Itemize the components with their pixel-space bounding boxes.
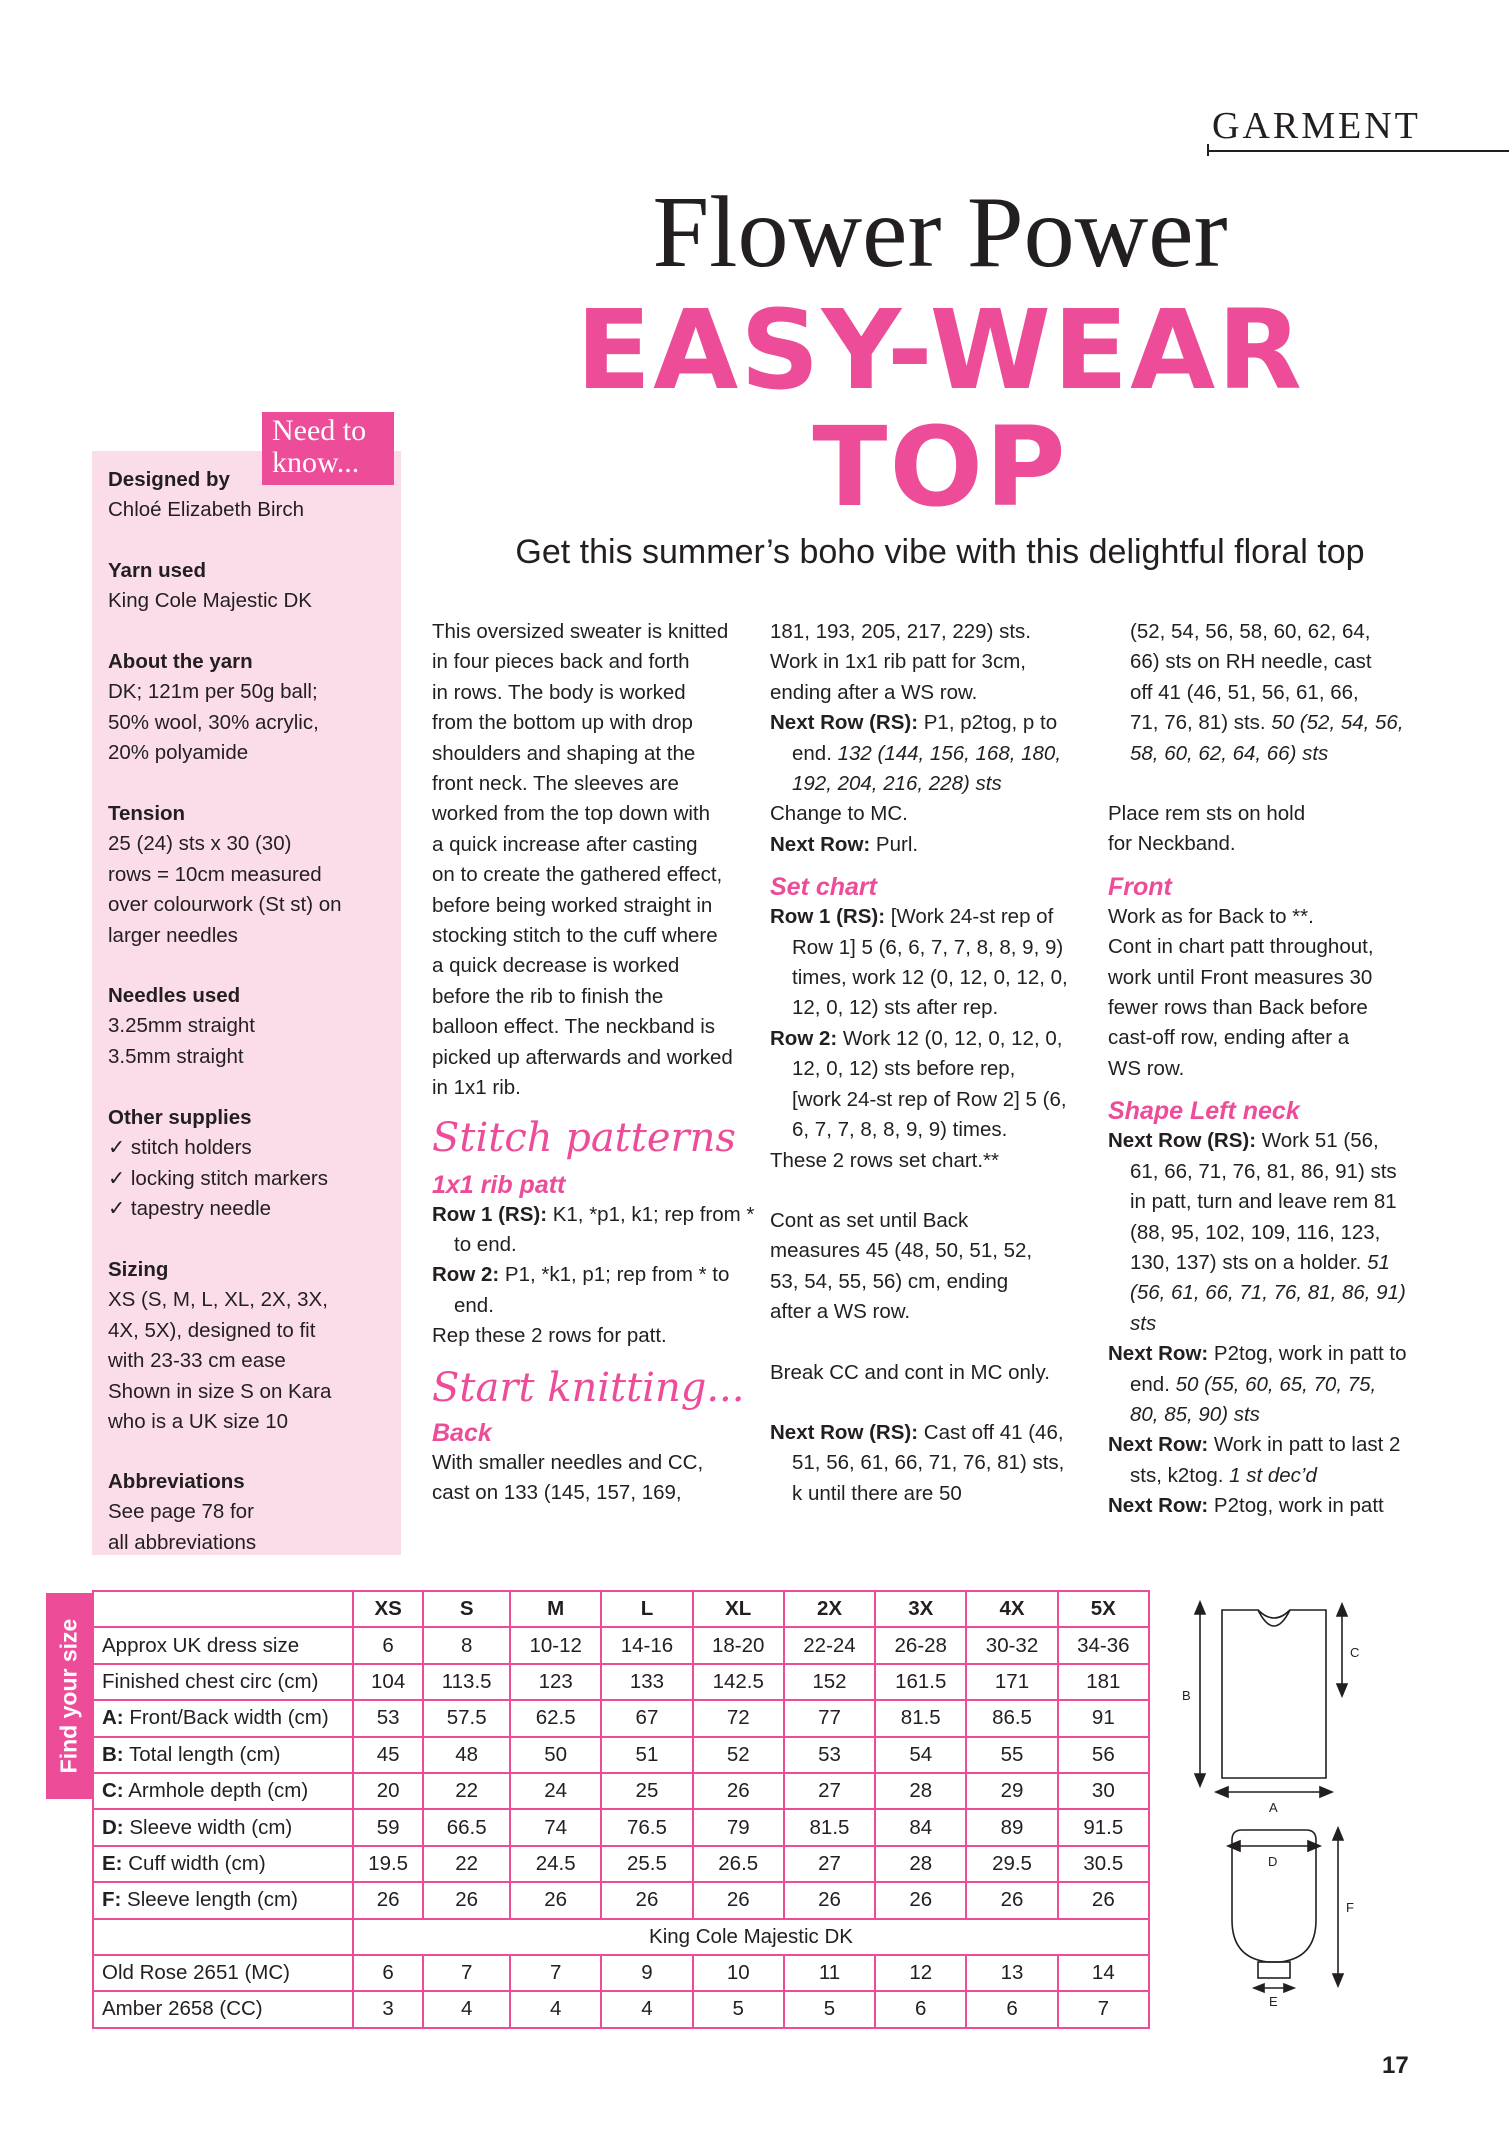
row-label-text: Sleeve width (cm) bbox=[123, 1815, 293, 1839]
row-prefix: B: bbox=[102, 1742, 124, 1766]
table-cell: 30-32 bbox=[966, 1627, 1057, 1663]
cont-count: 50 (52, 54, 56, 58, 60, 62, 64, 66) sts bbox=[1130, 711, 1404, 765]
table-cell: 4 bbox=[601, 1991, 692, 2027]
needles-used bbox=[108, 981, 255, 1072]
table-cell: 81.5 bbox=[784, 1809, 875, 1845]
table-cell: 12 bbox=[875, 1955, 966, 1991]
table-cell: 26 bbox=[423, 1882, 510, 1918]
find-your-size-tab bbox=[46, 1593, 92, 1799]
chart-row-1-text: [Work 24-st rep of Row 1] 5 (6, 6, 7, 7, 8, 8, 9, 9) times, work 12 (0, 12, 0, 12, 0, 12, 0, 12) sts after rep. bbox=[792, 905, 1068, 1020]
front-line: fewer rows than Back before bbox=[1108, 996, 1368, 1020]
back-cont-line: Work in 1x1 rib patt for 3cm, bbox=[770, 650, 1026, 674]
chart-row-2 bbox=[770, 1024, 1070, 1146]
table-cell: 26-28 bbox=[875, 1627, 966, 1663]
table-cell: 161.5 bbox=[875, 1664, 966, 1700]
section-rule-tick bbox=[1207, 144, 1209, 156]
chart-row-1-label: Row 1 (RS): bbox=[770, 905, 886, 929]
row-label bbox=[93, 1809, 353, 1845]
back-line: cast on 133 (145, 157, 169, bbox=[432, 1480, 682, 1504]
back-heading: Back bbox=[432, 1418, 492, 1447]
intro-line: front neck. The sleeves are bbox=[432, 772, 679, 796]
cont-line: (52, 54, 56, 58, 60, 62, 64, bbox=[1130, 620, 1371, 643]
needles-line: 3.25mm straight bbox=[108, 1014, 255, 1038]
table-cell: 3 bbox=[353, 1991, 423, 2027]
table-cell: 22 bbox=[423, 1846, 510, 1882]
sleeve-outline bbox=[1232, 1830, 1316, 1962]
row-label: Old Rose 2651 (MC) bbox=[93, 1955, 353, 1991]
table-cell: 28 bbox=[875, 1773, 966, 1809]
label-c: C bbox=[1350, 1645, 1360, 1660]
rib-repeat-note: Rep these 2 rows for patt. bbox=[432, 1324, 667, 1348]
change-to-mc: Change to MC. bbox=[770, 802, 908, 826]
intro-line: before being worked straight in bbox=[432, 893, 713, 917]
table-cell: 27 bbox=[784, 1773, 875, 1809]
size-header: 5X bbox=[1058, 1591, 1149, 1627]
table-row bbox=[93, 1991, 1149, 2027]
place-rem-line: Place rem sts on hold bbox=[1108, 802, 1306, 826]
table-cell: 50 bbox=[510, 1737, 601, 1773]
label-e: E bbox=[1269, 1994, 1278, 2009]
table-cell: 34-36 bbox=[1058, 1627, 1149, 1663]
row-label-text: Sleeve length (cm) bbox=[121, 1888, 298, 1912]
next-row-rs bbox=[770, 708, 1070, 799]
castoff-row bbox=[770, 1418, 1070, 1509]
section-label: GARMENT bbox=[1212, 105, 1421, 147]
row-label bbox=[93, 1664, 353, 1700]
table-row bbox=[93, 1955, 1149, 1991]
table-cell: 45 bbox=[353, 1737, 423, 1773]
cont-line: Cont as set until Back bbox=[770, 1208, 969, 1232]
designed-by bbox=[108, 465, 304, 526]
shape-row-2-label: Next Row: bbox=[1108, 1342, 1209, 1366]
cont-line: off 41 (46, 51, 56, 61, 66, bbox=[1130, 680, 1359, 704]
supply-item: ✓ tapestry needle bbox=[108, 1197, 272, 1221]
tension-line: rows = 10cm measured bbox=[108, 862, 322, 886]
cont-line-text: 71, 76, 81) sts. bbox=[1130, 711, 1266, 735]
sizing-line: who is a UK size 10 bbox=[108, 1410, 289, 1434]
table-cell: 72 bbox=[693, 1700, 784, 1736]
intro-line: This oversized sweater is knitted bbox=[432, 620, 729, 643]
next-row-purl bbox=[770, 830, 1070, 860]
yarn-heading-row bbox=[93, 1919, 1149, 1955]
abbreviations-line: all abbreviations bbox=[108, 1530, 257, 1554]
table-row bbox=[93, 1846, 1149, 1882]
stitch-patterns-heading: Stitch patterns bbox=[432, 1114, 736, 1161]
size-table bbox=[92, 1590, 1150, 2029]
shape-row-1-label: Next Row (RS): bbox=[1108, 1129, 1257, 1153]
section-rule bbox=[1207, 150, 1509, 152]
table-cell: 86.5 bbox=[966, 1700, 1057, 1736]
other-supplies-label: Other supplies bbox=[108, 1106, 252, 1129]
about-yarn-label: About the yarn bbox=[108, 650, 253, 673]
table-cell: 10-12 bbox=[510, 1627, 601, 1663]
intro-line: in four pieces back and forth bbox=[432, 650, 690, 674]
table-cell: 181 bbox=[1058, 1664, 1149, 1700]
table-cell: 30 bbox=[1058, 1773, 1149, 1809]
front-line: Work as for Back to **. bbox=[1108, 904, 1314, 928]
chart-row-2-label: Row 2: bbox=[770, 1026, 838, 1050]
table-cell: 25.5 bbox=[601, 1846, 692, 1882]
table-row bbox=[93, 1700, 1149, 1736]
table-cell: 26.5 bbox=[693, 1846, 784, 1882]
set-chart-heading: Set chart bbox=[770, 873, 877, 902]
back-line: With smaller needles and CC, bbox=[432, 1450, 704, 1474]
shape-row-3 bbox=[1108, 1430, 1408, 1491]
supply-item: ✓ locking stitch markers bbox=[108, 1166, 328, 1190]
sizing-label: Sizing bbox=[108, 1258, 169, 1281]
table-cell: 67 bbox=[601, 1700, 692, 1736]
size-header: M bbox=[510, 1591, 601, 1627]
table-cell: 77 bbox=[784, 1700, 875, 1736]
table-cell: 26 bbox=[601, 1882, 692, 1918]
intro-line: in 1x1 rib. bbox=[432, 1076, 521, 1100]
tension-line: larger needles bbox=[108, 923, 238, 947]
cont-block bbox=[1108, 617, 1408, 769]
shape-row-4-text: P2tog, work in patt bbox=[1208, 1494, 1384, 1518]
row-label bbox=[93, 1882, 353, 1918]
rib-row-1-label: Row 1 (RS): bbox=[432, 1202, 548, 1226]
table-cell: 4 bbox=[510, 1991, 601, 2027]
table-cell: 19.5 bbox=[353, 1846, 423, 1882]
needles-label: Needles used bbox=[108, 984, 241, 1007]
table-cell: 29.5 bbox=[966, 1846, 1057, 1882]
rib-row-2-label: Row 2: bbox=[432, 1263, 500, 1287]
table-cell: 26 bbox=[784, 1882, 875, 1918]
table-cell: 89 bbox=[966, 1809, 1057, 1845]
table-cell: 11 bbox=[784, 1955, 875, 1991]
intro-line: in rows. The body is worked bbox=[432, 680, 686, 704]
shape-row-4-label: Next Row: bbox=[1108, 1494, 1209, 1518]
row-label-text: Approx UK dress size bbox=[102, 1633, 300, 1657]
table-cell: 27 bbox=[784, 1846, 875, 1882]
table-cell: 6 bbox=[353, 1955, 423, 1991]
table-row bbox=[93, 1773, 1149, 1809]
abbreviations-label: Abbreviations bbox=[108, 1470, 245, 1493]
chart-row-1 bbox=[770, 902, 1070, 1024]
table-cell: 91 bbox=[1058, 1700, 1149, 1736]
label-b: B bbox=[1182, 1688, 1191, 1703]
table-cell: 26 bbox=[693, 1773, 784, 1809]
intro-line: shoulders and shaping at the bbox=[432, 741, 696, 765]
other-supplies bbox=[108, 1103, 328, 1225]
cont-line: 53, 54, 55, 56) cm, ending bbox=[770, 1269, 1009, 1293]
shape-row-3-text: Work in patt to last 2 sts, k2tog. bbox=[1130, 1433, 1401, 1487]
back-cont-line: ending after a WS row. bbox=[770, 680, 978, 704]
title-line-3: TOP bbox=[812, 403, 1068, 531]
row-label-text: Total length (cm) bbox=[123, 1742, 281, 1766]
row-label bbox=[93, 1737, 353, 1773]
intro-line: picked up afterwards and worked bbox=[432, 1045, 733, 1069]
row-label-text: Front/Back width (cm) bbox=[123, 1706, 329, 1730]
table-cell: 62.5 bbox=[510, 1700, 601, 1736]
size-header: L bbox=[601, 1591, 692, 1627]
row-prefix: C: bbox=[102, 1779, 124, 1803]
table-cell: 66.5 bbox=[423, 1809, 510, 1845]
need-to-know-tab-line-2: know... bbox=[272, 446, 360, 479]
tension-line: 25 (24) sts x 30 (30) bbox=[108, 832, 292, 856]
intro-line: a quick decrease is worked bbox=[432, 954, 680, 978]
cont-line: 66) sts on RH needle, cast bbox=[1130, 650, 1372, 674]
table-cell: 14 bbox=[1058, 1955, 1149, 1991]
set-chart-note: These 2 rows set chart.** bbox=[770, 1148, 1000, 1172]
table-cell: 29 bbox=[966, 1773, 1057, 1809]
table-cell: 52 bbox=[693, 1737, 784, 1773]
row-prefix: A: bbox=[102, 1706, 124, 1730]
table-cell: 48 bbox=[423, 1737, 510, 1773]
table-cell: 104 bbox=[353, 1664, 423, 1700]
arrow-c bbox=[1337, 1604, 1347, 1696]
break-cc: Break CC and cont in MC only. bbox=[770, 1360, 1050, 1384]
tension-label: Tension bbox=[108, 802, 186, 825]
back-cont-line: 181, 193, 205, 217, 229) sts. bbox=[770, 620, 1031, 643]
rib-patt-heading: 1x1 rib patt bbox=[432, 1170, 566, 1199]
intro-line: on to create the gathered effect, bbox=[432, 863, 723, 887]
table-cell: 51 bbox=[601, 1737, 692, 1773]
place-rem-line: for Neckband. bbox=[1108, 832, 1236, 856]
table-cell: 91.5 bbox=[1058, 1809, 1149, 1845]
label-d: D bbox=[1268, 1854, 1278, 1869]
sizing bbox=[108, 1255, 331, 1437]
table-cell: 14-16 bbox=[601, 1627, 692, 1663]
table-row bbox=[93, 1627, 1149, 1663]
table-cell: 74 bbox=[510, 1809, 601, 1845]
designed-by-label: Designed by bbox=[108, 468, 230, 491]
table-row bbox=[93, 1882, 1149, 1918]
yarn-heading-blank bbox=[93, 1919, 353, 1955]
table-cell: 81.5 bbox=[875, 1700, 966, 1736]
designed-by-value: Chloé Elizabeth Birch bbox=[108, 498, 304, 522]
size-header: XS bbox=[353, 1591, 423, 1627]
about-yarn-line: 50% wool, 30% acrylic, bbox=[108, 710, 319, 734]
table-cell: 5 bbox=[784, 1991, 875, 2027]
label-a: A bbox=[1269, 1800, 1278, 1815]
yarn-used-value: King Cole Majestic DK bbox=[108, 589, 312, 613]
shape-row-2-text: P2tog, work in patt to end. bbox=[1130, 1342, 1407, 1396]
table-cell: 20 bbox=[353, 1773, 423, 1809]
arrow-b bbox=[1195, 1602, 1205, 1786]
table-cell: 30.5 bbox=[1058, 1846, 1149, 1882]
table-cell: 18-20 bbox=[693, 1627, 784, 1663]
needles-line: 3.5mm straight bbox=[108, 1044, 244, 1068]
yarn-used-label: Yarn used bbox=[108, 559, 206, 582]
supply-item: ✓ stitch holders bbox=[108, 1136, 252, 1160]
table-cell: 22-24 bbox=[784, 1627, 875, 1663]
table-cell: 57.5 bbox=[423, 1700, 510, 1736]
size-header: 4X bbox=[966, 1591, 1057, 1627]
row-label-text: Armhole depth (cm) bbox=[123, 1779, 309, 1803]
intro-line: from the bottom up with drop bbox=[432, 711, 693, 735]
sizing-line: 4X, 5X), designed to fit bbox=[108, 1318, 316, 1342]
shape-row-2-count: 50 (55, 60, 65, 70, 75, 80, 85, 90) sts bbox=[1130, 1372, 1377, 1426]
castoff-row-label: Next Row (RS): bbox=[770, 1420, 919, 1444]
chart-row-2-text: Work 12 (0, 12, 0, 12, 0, 12, 0, 12) sts before rep, [work 24-st rep of Row 2] 5 (6, 6, 7, 7, 8, 8, 9, 9) times. bbox=[792, 1026, 1067, 1142]
yarn-heading: King Cole Majestic DK bbox=[353, 1919, 1149, 1955]
tension bbox=[108, 799, 342, 951]
table-cell: 28 bbox=[875, 1846, 966, 1882]
size-header-row bbox=[93, 1591, 1149, 1627]
row-label bbox=[93, 1773, 353, 1809]
rib-row-1-text: K1, *p1, k1; rep from * to end. bbox=[454, 1202, 755, 1256]
section-tag bbox=[1207, 100, 1509, 156]
size-header: XL bbox=[693, 1591, 784, 1627]
next-row-rs-count: 132 (144, 156, 168, 180, 192, 204, 216, 228) sts bbox=[792, 741, 1062, 796]
column-3 bbox=[1108, 617, 1408, 1522]
table-cell: 53 bbox=[784, 1737, 875, 1773]
body-schematic bbox=[1222, 1610, 1326, 1778]
table-cell: 113.5 bbox=[423, 1664, 510, 1700]
sizing-line: Shown in size S on Kara bbox=[108, 1379, 332, 1403]
table-cell: 6 bbox=[875, 1991, 966, 2027]
table-cell: 26 bbox=[875, 1882, 966, 1918]
size-header-blank bbox=[93, 1591, 353, 1627]
table-cell: 152 bbox=[784, 1664, 875, 1700]
table-cell: 7 bbox=[1058, 1991, 1149, 2027]
table-cell: 123 bbox=[510, 1664, 601, 1700]
castoff-row-text: Cast off 41 (46, 51, 56, 61, 66, 71, 76, 81) sts, k until there are 50 bbox=[792, 1420, 1065, 1505]
front-line: Cont in chart patt throughout, bbox=[1108, 935, 1374, 959]
front-line: WS row. bbox=[1108, 1056, 1185, 1080]
table-cell: 84 bbox=[875, 1809, 966, 1845]
cuff-outline bbox=[1258, 1962, 1290, 1978]
next-row-label: Next Row: bbox=[770, 832, 871, 856]
shape-row-4 bbox=[1108, 1491, 1408, 1521]
row-prefix: E: bbox=[102, 1851, 123, 1875]
table-cell: 26 bbox=[1058, 1882, 1149, 1918]
table-cell: 55 bbox=[966, 1737, 1057, 1773]
front-heading: Front bbox=[1108, 872, 1172, 901]
abbreviations bbox=[108, 1467, 256, 1558]
size-header: 3X bbox=[875, 1591, 966, 1627]
table-cell: 26 bbox=[966, 1882, 1057, 1918]
table-cell: 133 bbox=[601, 1664, 692, 1700]
table-cell: 6 bbox=[966, 1991, 1057, 2027]
table-cell: 25 bbox=[601, 1773, 692, 1809]
arrow-a bbox=[1216, 1787, 1332, 1797]
table-cell: 8 bbox=[423, 1627, 510, 1663]
table-cell: 4 bbox=[423, 1991, 510, 2027]
sizing-line: with 23-33 cm ease bbox=[108, 1349, 286, 1373]
table-cell: 142.5 bbox=[693, 1664, 784, 1700]
title-line-1: Flower Power bbox=[652, 176, 1228, 289]
column-2 bbox=[770, 617, 1070, 1509]
row-label-text: Finished chest circ (cm) bbox=[102, 1669, 319, 1693]
about-yarn-line: 20% polyamide bbox=[108, 741, 249, 765]
intro-line: a quick increase after casting bbox=[432, 832, 698, 856]
cont-line bbox=[1130, 708, 1408, 769]
rib-row-1 bbox=[432, 1200, 762, 1261]
cont-line: after a WS row. bbox=[770, 1300, 911, 1324]
start-knitting-heading: Start knitting... bbox=[432, 1364, 745, 1411]
row-prefix: F: bbox=[102, 1888, 122, 1912]
intro-line: before the rib to finish the bbox=[432, 984, 664, 1008]
size-header: 2X bbox=[784, 1591, 875, 1627]
need-to-know-tab-line-1: Need to bbox=[272, 414, 367, 447]
subtitle: Get this summer’s boho vibe with this delightful floral top bbox=[515, 533, 1365, 571]
shape-row-2 bbox=[1108, 1339, 1408, 1430]
row-label bbox=[93, 1627, 353, 1663]
row-label bbox=[93, 1700, 353, 1736]
table-cell: 26 bbox=[353, 1882, 423, 1918]
front-line: cast-off row, ending after a bbox=[1108, 1026, 1350, 1050]
table-row bbox=[93, 1664, 1149, 1700]
shape-row-1-text: Work 51 (56, 61, 66, 71, 76, 81, 86, 91) sts in patt, turn and leave rem 81 (88, 95, 102, 109, 116, 123, 130, 137) sts on a holder. bbox=[1130, 1129, 1397, 1274]
shape-row-3-count: 1 st dec’d bbox=[1229, 1463, 1317, 1487]
next-row-rs-text: P1, p2tog, p to end. bbox=[792, 711, 1058, 765]
row-label bbox=[93, 1846, 353, 1882]
body-outline bbox=[1222, 1610, 1326, 1778]
table-cell: 26 bbox=[510, 1882, 601, 1918]
sleeve-schematic bbox=[1232, 1830, 1316, 1978]
table-cell: 10 bbox=[693, 1955, 784, 1991]
table-cell: 22 bbox=[423, 1773, 510, 1809]
title-line-2: EASY-WEAR bbox=[575, 286, 1304, 414]
find-your-size-label: Find your size bbox=[55, 1618, 82, 1774]
rib-row-2 bbox=[432, 1260, 762, 1321]
table-cell: 56 bbox=[1058, 1737, 1149, 1773]
front-line: work until Front measures 30 bbox=[1108, 965, 1373, 989]
cont-line: measures 45 (48, 50, 51, 52, bbox=[770, 1239, 1033, 1263]
table-cell: 26 bbox=[693, 1882, 784, 1918]
table-cell: 24.5 bbox=[510, 1846, 601, 1882]
about-yarn-line: DK; 121m per 50g ball; bbox=[108, 680, 318, 704]
row-label-text: Cuff width (cm) bbox=[122, 1851, 266, 1875]
next-row-rs-label: Next Row (RS): bbox=[770, 711, 919, 735]
table-row bbox=[93, 1809, 1149, 1845]
next-row-text: Purl. bbox=[870, 832, 919, 856]
row-label: Amber 2658 (CC) bbox=[93, 1991, 353, 2027]
table-cell: 9 bbox=[601, 1955, 692, 1991]
size-header: S bbox=[423, 1591, 510, 1627]
row-prefix: D: bbox=[102, 1815, 124, 1839]
shape-row-3-label: Next Row: bbox=[1108, 1433, 1209, 1457]
table-cell: 7 bbox=[510, 1955, 601, 1991]
table-cell: 171 bbox=[966, 1664, 1057, 1700]
yarn-used bbox=[108, 556, 312, 617]
shape-row-1 bbox=[1108, 1126, 1408, 1339]
table-cell: 59 bbox=[353, 1809, 423, 1845]
page-number: 17 bbox=[1382, 2052, 1409, 2079]
arrow-d bbox=[1228, 1841, 1320, 1851]
intro-line: balloon effect. The neckband is bbox=[432, 1015, 716, 1039]
rib-row-2-text: P1, *k1, p1; rep from * to end. bbox=[454, 1263, 730, 1317]
table-cell: 76.5 bbox=[601, 1809, 692, 1845]
intro-line: stocking stitch to the cuff where bbox=[432, 924, 718, 948]
table-cell: 24 bbox=[510, 1773, 601, 1809]
arrow-f bbox=[1333, 1828, 1343, 1986]
sizing-line: XS (S, M, L, XL, 2X, 3X, bbox=[108, 1288, 328, 1312]
label-f: F bbox=[1346, 1900, 1354, 1915]
table-cell: 13 bbox=[966, 1955, 1057, 1991]
about-yarn bbox=[108, 647, 319, 769]
table-cell: 54 bbox=[875, 1737, 966, 1773]
intro-line: worked from the top down with bbox=[432, 802, 711, 826]
table-cell: 6 bbox=[353, 1627, 423, 1663]
abbreviations-line: See page 78 for bbox=[108, 1500, 254, 1524]
arrow-e bbox=[1254, 1984, 1294, 1992]
column-1 bbox=[432, 617, 762, 1508]
shape-left-neck-heading: Shape Left neck bbox=[1108, 1097, 1300, 1126]
table-cell: 53 bbox=[353, 1700, 423, 1736]
shape-row-1-count: 51 (56, 61, 66, 71, 76, 81, 86, 91) sts bbox=[1130, 1250, 1406, 1335]
garment-schematic bbox=[1170, 1590, 1370, 2030]
tension-line: over colourwork (St st) on bbox=[108, 893, 342, 917]
table-cell: 79 bbox=[693, 1809, 784, 1845]
table-cell: 5 bbox=[693, 1991, 784, 2027]
table-row bbox=[93, 1737, 1149, 1773]
table-cell: 7 bbox=[423, 1955, 510, 1991]
